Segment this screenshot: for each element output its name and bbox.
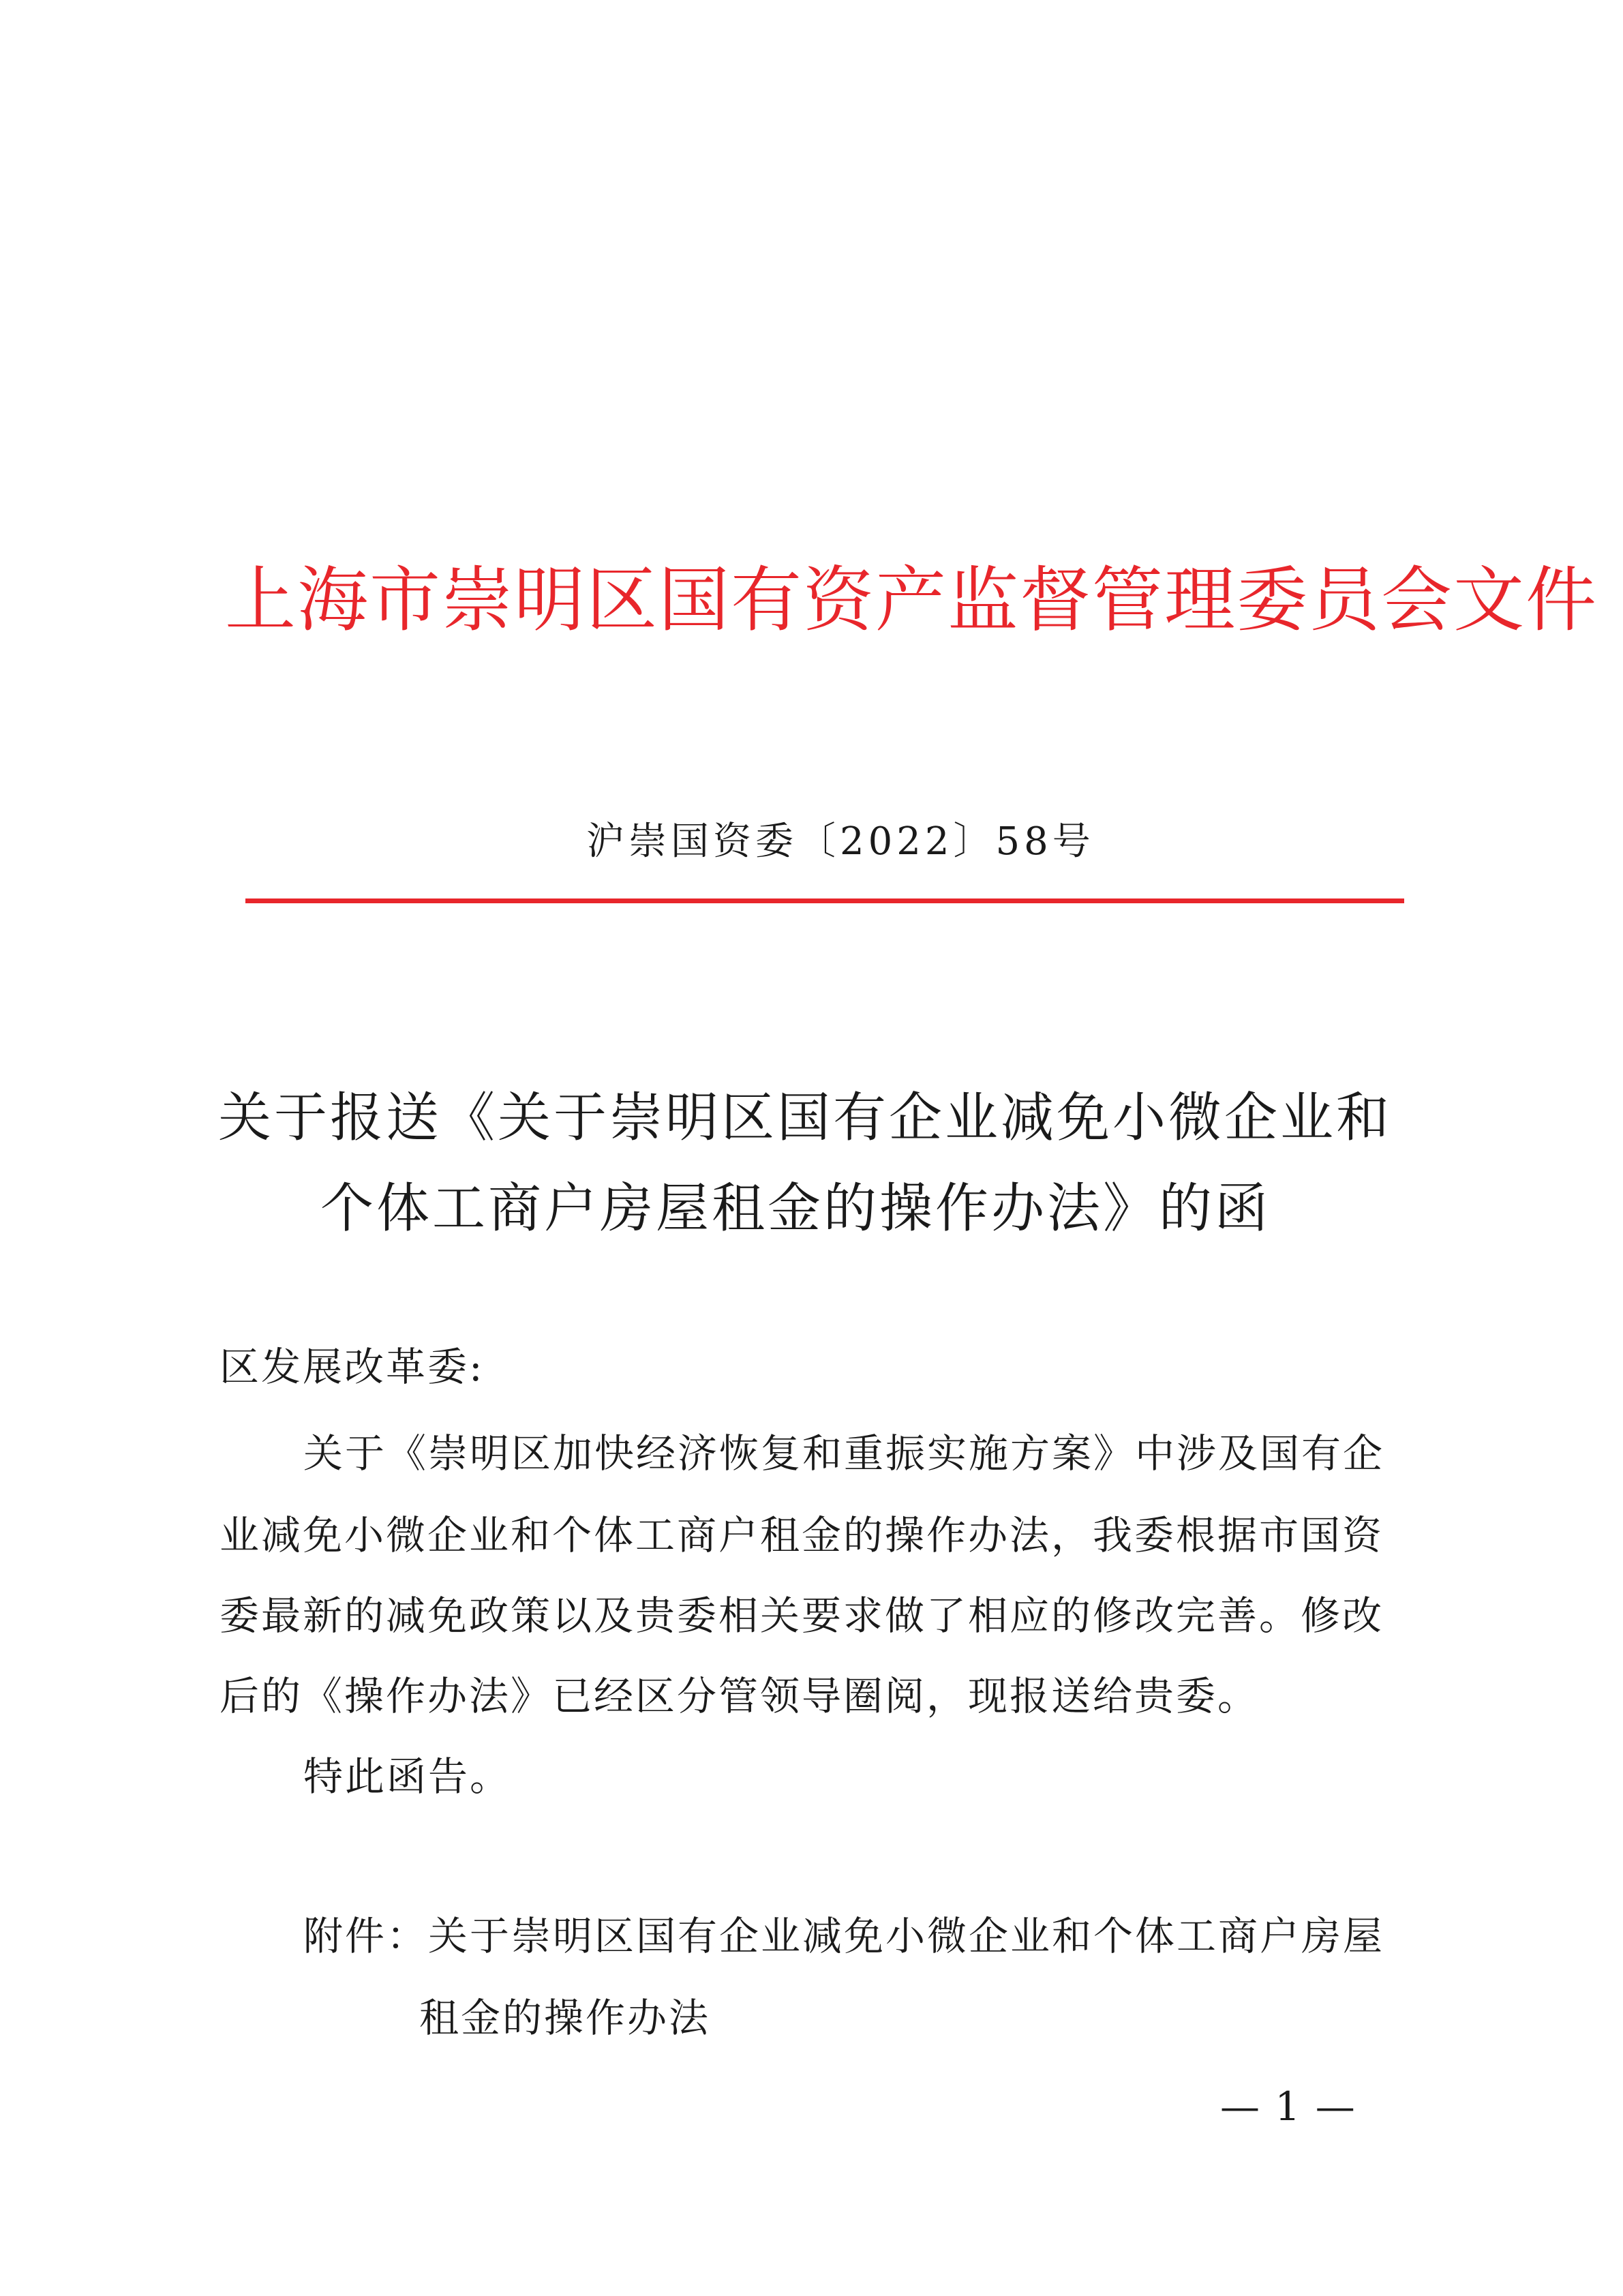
body-paragraph-line: 关于《崇明区加快经济恢复和重振实施方案》中涉及国有企 bbox=[303, 1430, 1385, 1477]
body-paragraph-line: 后的《操作办法》已经区分管领导圈阅，现报送给贵委。 bbox=[219, 1673, 1260, 1719]
body-paragraph-line: 业减免小微企业和个体工商户租金的操作办法，我委根据市国资 bbox=[219, 1512, 1384, 1558]
issuing-organization-title: 上海市崇明区国有资产监督管理委员会文件 bbox=[225, 558, 1598, 641]
closing-remark: 特此函告。 bbox=[303, 1753, 512, 1800]
document-number: 沪崇国资委〔2022〕58号 bbox=[586, 819, 1095, 864]
red-divider-line bbox=[245, 898, 1404, 903]
addressee: 区发展改革委: bbox=[219, 1344, 485, 1390]
attachment-line-2: 租金的操作办法 bbox=[419, 1995, 711, 2041]
page-number: — 1 — bbox=[1220, 2083, 1356, 2130]
body-paragraph-line: 委最新的减免政策以及贵委相关要求做了相应的修改完善。修改 bbox=[219, 1592, 1384, 1639]
subject-title-line-2: 个体工商户房屋租金的操作办法》的函 bbox=[320, 1178, 1271, 1239]
subject-title-line-1: 关于报送《关于崇明区国有企业减免小微企业和 bbox=[218, 1087, 1393, 1149]
attachment-line-1: 附件：关于崇明区国有企业减免小微企业和个体工商户房屋 bbox=[303, 1913, 1385, 1959]
